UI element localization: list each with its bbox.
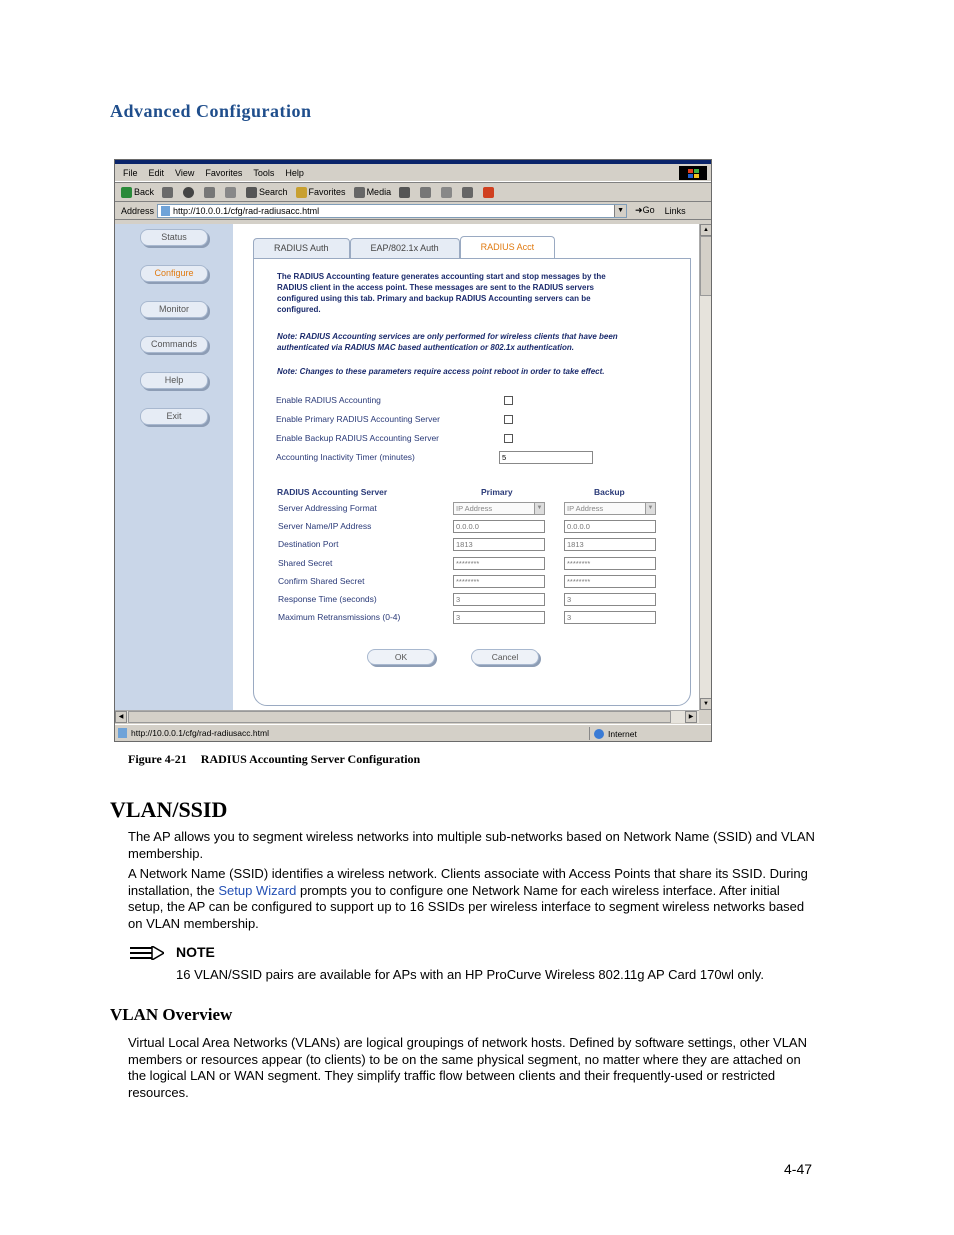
scroll-left-icon[interactable]: ◀ (115, 711, 127, 723)
primary-confirm-secret-input[interactable]: ******** (453, 575, 545, 588)
print-icon (441, 187, 452, 198)
menu-file[interactable]: File (123, 167, 138, 178)
description-line: configured. (277, 305, 321, 314)
vlan-overview-paragraph: Virtual Local Area Networks (VLANs) are logical groupings of network hosts. Defined by software settings, other VLAN members or resources appear (to clients) to be on the same physical segment, no matter where they are attached on the logical LAN or WAN segment. They simplify traffic flow between clients and their frequently-used or restricted resources. (128, 1035, 807, 1100)
chevron-down-icon: ▼ (534, 503, 544, 514)
paragraph-text: A Network Name (SSID) identifies a wireless network. Clients associate with Access Points that share its SSID. During installation, the (128, 866, 808, 898)
menu-tools[interactable]: Tools (253, 167, 275, 178)
enable-backup-checkbox[interactable] (504, 434, 513, 443)
server-name-label: Server Name/IP Address (278, 521, 372, 531)
description-line: The RADIUS Accounting feature generates accounting start and stop messages by the (277, 272, 606, 281)
primary-server-name-input[interactable]: 0.0.0.0 (453, 520, 545, 533)
nav-commands-button[interactable]: Commands (140, 336, 208, 353)
tab-radius-auth[interactable]: RADIUS Auth (253, 238, 350, 258)
forward-arrow-icon (162, 187, 173, 198)
vlan-overview-heading: VLAN Overview (110, 1005, 233, 1024)
address-bar (115, 202, 711, 220)
primary-max-retransmissions-input[interactable]: 3 (453, 611, 545, 624)
scroll-down-icon[interactable]: ▼ (700, 698, 712, 710)
go-label: Go (642, 205, 655, 215)
search-label: Search (259, 187, 288, 197)
print-button[interactable] (441, 187, 454, 198)
status-bar (115, 724, 711, 741)
page-number: 4-47 (784, 1161, 813, 1177)
enable-primary-label: Enable Primary RADIUS Accounting Server (276, 414, 440, 424)
stop-button[interactable] (183, 187, 196, 198)
refresh-icon (204, 187, 215, 198)
tab-body (253, 258, 691, 706)
enable-primary-checkbox[interactable] (504, 415, 513, 424)
favorites-button[interactable] (296, 187, 346, 198)
zone-label: Internet (608, 728, 637, 739)
vlan-ssid-paragraph-2 (128, 866, 818, 932)
figure-title: RADIUS Accounting Server Configuration (200, 752, 421, 766)
back-label: Back (134, 187, 155, 197)
page-content (115, 224, 699, 710)
destination-port-label: Destination Port (278, 539, 339, 549)
messenger-icon (483, 187, 494, 198)
menu-edit[interactable]: Edit (148, 167, 165, 178)
forward-button[interactable] (162, 187, 175, 198)
back-button[interactable] (121, 187, 154, 198)
enable-accounting-checkbox[interactable] (504, 396, 513, 405)
menu-view[interactable]: View (175, 167, 195, 178)
addressing-format-label: Server Addressing Format (278, 503, 377, 513)
note-label: NOTE (176, 944, 215, 960)
description-text (277, 271, 667, 315)
primary-column-heading: Primary (481, 487, 513, 497)
windows-logo-icon (679, 166, 707, 180)
menu-bar (115, 164, 711, 182)
back-arrow-icon (121, 187, 132, 198)
figure-caption (128, 752, 420, 767)
enable-accounting-label: Enable RADIUS Accounting (276, 395, 381, 405)
address-input[interactable] (157, 204, 627, 218)
inactivity-timer-input[interactable]: 5 (499, 451, 593, 464)
paragraph-text: prompts you to configure one Network Name for each wireless interface. After initial setup, the AP can be configured to support up to 16 SSIDs per wireless interface to segment wireless networks based on VLAN membership. (128, 882, 805, 931)
home-icon (225, 187, 236, 198)
primary-shared-secret-input[interactable]: ******** (453, 557, 545, 570)
address-url: http://10.0.0.1/cfg/rad-radiusacc.html (173, 205, 320, 216)
max-retransmissions-label: Maximum Retransmissions (0-4) (278, 612, 401, 622)
messenger-button[interactable] (483, 187, 496, 198)
history-icon (399, 187, 410, 198)
select-value: IP Address (456, 504, 493, 513)
media-icon (354, 187, 365, 198)
primary-response-time-input[interactable]: 3 (453, 593, 545, 606)
backup-confirm-secret-input[interactable]: ******** (564, 575, 656, 588)
backup-destination-port-input[interactable]: 1813 (564, 538, 656, 551)
note-arrow-icon (130, 946, 164, 960)
vlan-ssid-heading: VLAN/SSID (110, 797, 228, 822)
inactivity-timer-label: Accounting Inactivity Timer (minutes) (276, 452, 415, 462)
menu-favorites[interactable]: Favorites (205, 167, 243, 178)
media-button[interactable] (354, 187, 392, 198)
cancel-button[interactable]: Cancel (471, 649, 539, 665)
chevron-down-icon[interactable]: ▼ (614, 205, 626, 217)
ok-button[interactable]: OK (367, 649, 435, 665)
mail-icon (420, 187, 431, 198)
favorites-label: Favorites (308, 187, 346, 197)
note-authentication (277, 331, 667, 353)
security-zone (589, 727, 637, 740)
horizontal-scrollbar[interactable] (115, 710, 699, 723)
note-reboot: Note: Changes to these parameters require access point reboot in order to take effect. (277, 367, 605, 376)
note-text: 16 VLAN/SSID pairs are available for APs with an HP ProCurve Wireless 802.11g AP Card 170wl only. (176, 967, 764, 982)
scroll-thumb[interactable] (700, 236, 712, 296)
nav-help-button[interactable]: Help (140, 372, 208, 389)
vertical-scrollbar[interactable] (699, 224, 711, 710)
home-button[interactable] (225, 187, 238, 198)
nav-exit-button[interactable]: Exit (140, 408, 208, 425)
nav-configure-button[interactable]: Configure (140, 265, 208, 282)
description-line: RADIUS client in the access point. These messages are sent to the RADIUS servers (277, 283, 594, 292)
status-url: http://10.0.0.1/cfg/rad-radiusacc.html (131, 728, 269, 738)
media-label: Media (366, 187, 392, 197)
mail-button[interactable] (420, 187, 433, 198)
primary-addressing-format-select[interactable] (453, 502, 545, 515)
refresh-button[interactable] (204, 187, 217, 198)
page-icon (118, 728, 127, 738)
enable-backup-label: Enable Backup RADIUS Accounting Server (276, 433, 440, 443)
select-value: IP Address (567, 504, 604, 513)
nav-status-button[interactable]: Status (140, 229, 208, 246)
backup-column-heading: Backup (594, 487, 625, 497)
browser-toolbar (115, 182, 711, 202)
search-icon (246, 187, 257, 198)
links-button[interactable]: Links (664, 205, 686, 216)
search-button[interactable] (246, 187, 288, 198)
radius-acct-panel (253, 236, 693, 708)
backup-response-time-input[interactable]: 3 (564, 593, 656, 606)
menu-help[interactable]: Help (285, 167, 304, 178)
address-label: Address (121, 205, 155, 216)
description-line: configured using this tab. Primary and backup RADIUS Accounting servers can be (277, 294, 591, 303)
primary-destination-port-input[interactable]: 1813 (453, 538, 545, 551)
server-table-heading: RADIUS Accounting Server (277, 487, 388, 497)
tab-radius-acct[interactable]: RADIUS Acct (460, 236, 556, 258)
shared-secret-label: Shared Secret (278, 558, 333, 568)
backup-max-retransmissions-input[interactable]: 3 (564, 611, 656, 624)
section-header: Advanced Configuration (110, 101, 312, 121)
backup-addressing-format-select[interactable] (564, 502, 656, 515)
edit-icon (462, 187, 473, 198)
scroll-right-icon[interactable]: ▶ (685, 711, 697, 723)
globe-icon (594, 729, 604, 739)
history-button[interactable] (399, 187, 412, 198)
backup-server-name-input[interactable]: 0.0.0.0 (564, 520, 656, 533)
setup-wizard-link[interactable]: Setup Wizard (218, 882, 297, 898)
vlan-ssid-paragraph-1: The AP allows you to segment wireless networks into multiple sub-networks based on Network Name (SSID) and VLAN membership. (128, 829, 815, 861)
scroll-thumb[interactable] (128, 711, 671, 723)
note-line: Note: RADIUS Accounting services are only performed for wireless clients that have been (277, 332, 618, 341)
left-navigation (115, 224, 233, 710)
tab-bar (253, 236, 555, 258)
figure-number: Figure 4-21 (128, 752, 187, 766)
favorites-icon (296, 187, 307, 198)
scroll-up-icon[interactable]: ▲ (700, 224, 712, 236)
go-button[interactable]: ➜Go (635, 205, 655, 215)
backup-shared-secret-input[interactable]: ******** (564, 557, 656, 570)
edit-button[interactable] (462, 187, 475, 198)
stop-icon (183, 187, 194, 198)
browser-screenshot (114, 159, 712, 742)
page-icon (161, 206, 170, 216)
note-line: authenticated via RADIUS MAC based authentication or 802.1x authentication. (277, 343, 574, 352)
chevron-down-icon: ▼ (645, 503, 655, 514)
confirm-secret-label: Confirm Shared Secret (278, 576, 365, 586)
tab-eap-auth[interactable]: EAP/802.1x Auth (350, 238, 460, 258)
nav-monitor-button[interactable]: Monitor (140, 301, 208, 318)
response-time-label: Response Time (seconds) (278, 594, 377, 604)
